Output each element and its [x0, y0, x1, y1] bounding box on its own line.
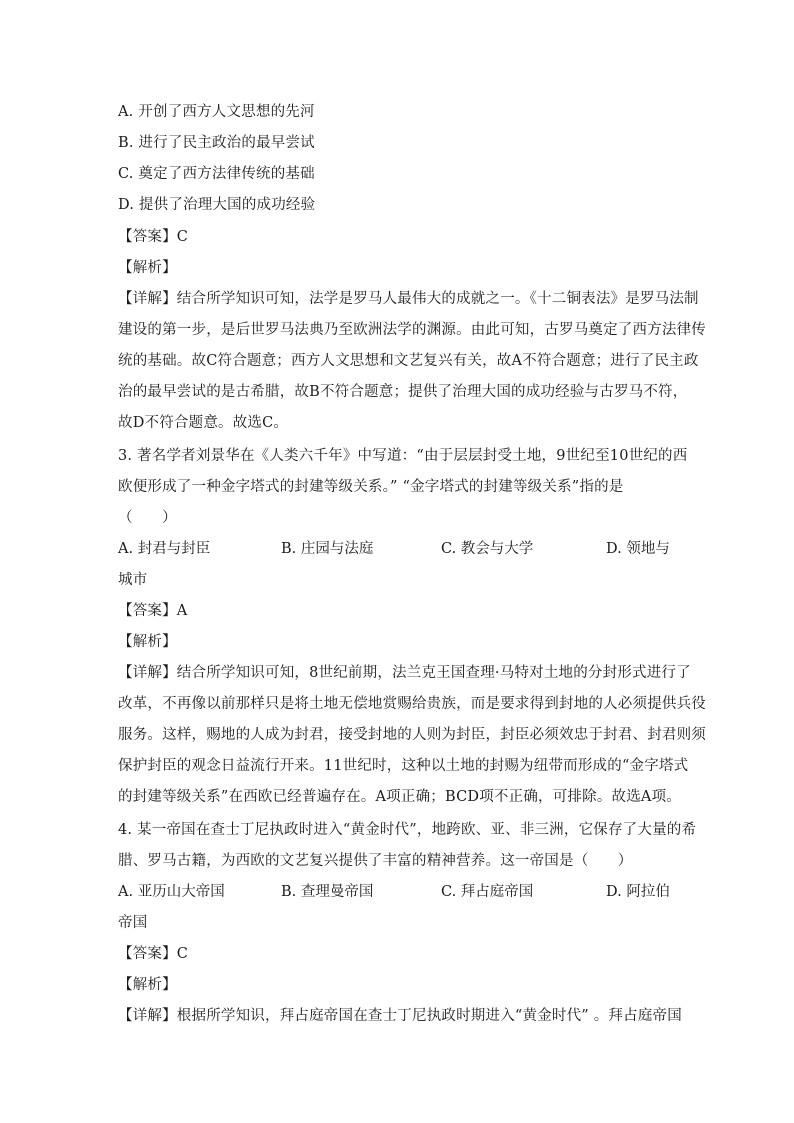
q3-option-d-continued: 城市 — [118, 572, 148, 588]
q4-option-d-continued: 帝国 — [118, 915, 148, 931]
q3-detail-line: 服务。这样，赐地的人成为封君，接受封地的人则为封臣，封臣必须效忠于封君、封君则须 — [118, 727, 706, 743]
q2-answer: 【答案】C — [118, 229, 189, 245]
q3-detail-line: 改革，不再像以前那样只是将土地无偿地赏赐给贵族，而是要求得到封地的人必须提供兵役 — [118, 696, 706, 712]
q4-option-a: A. 亚历山大帝国 — [118, 884, 225, 900]
q2-option-d: D. 提供了治理大国的成功经验 — [118, 197, 316, 213]
q2-detail-line: 统的基础。故C符合题意；西方人文思想和文艺复兴有关，故A不符合题意；进行了民主政 — [118, 353, 699, 369]
q3-answer: 【答案】A — [118, 603, 188, 619]
q4-option-d: D. 阿拉伯 — [606, 884, 670, 900]
q4-option-c: C. 拜占庭帝国 — [441, 884, 534, 900]
q2-option-a: A. 开创了西方人文思想的先河 — [118, 104, 315, 120]
q2-detail-line: 治的最早尝试的是古希腊，故B不符合题意；提供了治理大国的成功经验与古罗马不符， — [118, 384, 688, 400]
q4-analysis-heading: 【解析】 — [118, 977, 177, 993]
q3-option-c: C. 教会与大学 — [441, 541, 534, 557]
q3-detail-line: 的封建等级关系”在西欧已经普遍存在。A项正确；BCD项不正确，可排除。故选A项。 — [118, 789, 681, 805]
q2-option-b: B. 进行了民主政治的最早尝试 — [118, 135, 315, 151]
q4-option-b: B. 查理曼帝国 — [281, 884, 374, 900]
q3-options-row — [118, 539, 678, 559]
q4-stem-line: 腊、罗马古籍，为西欧的文艺复兴提供了丰富的精神营养。这一帝国是（ ） — [118, 853, 633, 869]
q4-stem-line: 4. 某一帝国在查士丁尼执政时进入“黄金时代”，地跨欧、亚、非三洲，它保存了大量的希 — [118, 822, 697, 838]
q2-detail-line: 故D不符合题意。故选C。 — [118, 415, 289, 431]
q3-stem-line: （ ） — [118, 510, 177, 526]
q3-detail-line: 【详解】结合所学知识可知，8世纪前期，法兰克王国查理·马特对土地的分封形式进行了 — [118, 665, 691, 681]
q4-answer: 【答案】C — [118, 946, 189, 962]
q4-detail-line: 【详解】根据所学知识，拜占庭帝国在查士丁尼执政时期进入“黄金时代” 。拜占庭帝国 — [118, 1008, 682, 1024]
q2-detail-line: 建设的第一步，是后世罗马法典乃至欧洲法学的渊源。由此可知，古罗马奠定了西方法律传 — [118, 322, 706, 338]
q2-analysis-heading: 【解析】 — [118, 260, 177, 276]
q4-options-row — [118, 882, 678, 902]
q3-stem-line: 3. 著名学者刘景华在《人类六千年》中写道：“由于层层封受土地，9世纪至10世纪的西 — [118, 448, 688, 464]
q3-option-a: A. 封君与封臣 — [118, 541, 211, 557]
q2-option-c: C. 奠定了西方法律传统的基础 — [118, 166, 315, 182]
q3-stem-line: 欧便形成了一种金字塔式的封建等级关系。” “金字塔式的封建等级关系”指的是 — [118, 479, 624, 495]
q3-detail-line: 保护封臣的观念日益流行开来。11世纪时，这种以土地的封赐为纽带而形成的“金字塔式 — [118, 758, 689, 774]
q3-option-b: B. 庄园与法庭 — [281, 541, 374, 557]
q2-detail-line: 【详解】结合所学知识可知，法学是罗马人最伟大的成就之一。《十二铜表法》是罗马法制 — [118, 291, 699, 307]
q3-analysis-heading: 【解析】 — [118, 634, 177, 650]
q3-option-d: D. 领地与 — [606, 541, 670, 557]
